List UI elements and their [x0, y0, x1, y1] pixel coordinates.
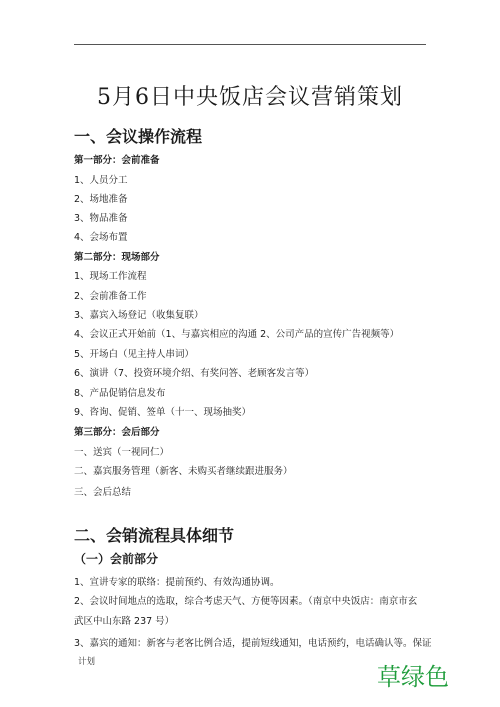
- list-item: 2、会前准备工作: [74, 291, 147, 302]
- list-item: 4、会场布置: [74, 232, 128, 243]
- list-item: 1、宣讲专家的联络：提前预约、有效沟通协调。: [74, 577, 280, 588]
- list-item: 9、咨询、促销、签单（十一、现场抽奖）: [74, 407, 252, 418]
- part3-label: 第三部分：会后部分: [74, 427, 160, 438]
- list-item: 一、送宾（一视同仁）: [74, 447, 170, 458]
- list-item: 4、会议正式开始前（1、与嘉宾相应的沟通 2、公司产品的宣传广告视频等）: [74, 329, 400, 340]
- page-footer: 计划: [78, 657, 96, 667]
- section2-heading: 二、会销流程具体细节: [74, 526, 235, 545]
- list-item: 2、会议时间地点的选取，综合考虑天气、方便等因素。（南京中央饭店：南京市玄武区中山东路 237 号）: [74, 596, 418, 627]
- list-item: 3、嘉宾入场登记（收集复联）: [74, 310, 204, 321]
- list-item: 8、产品促销信息发布: [74, 388, 166, 399]
- watermark-text: 草绿色: [377, 663, 449, 691]
- list-item: 1、现场工作流程: [74, 271, 147, 282]
- list-item: 3、嘉宾的通知：新客与老客比例合适，提前短线通知，电话预约，电话确认等。保证: [74, 638, 432, 649]
- section1-heading: 一、会议操作流程: [74, 127, 203, 146]
- top-rule: [74, 44, 426, 45]
- document-title: 5月6日中央饭店会议营销策划: [97, 85, 403, 110]
- list-item: 6、演讲（7、投资环境介绍、有奖问答、老顾客发言等）: [74, 368, 315, 379]
- list-item: 二、嘉宾服务管理（新客、未购买者继续跟进服务）: [74, 466, 293, 477]
- list-item: 5、开场白（见主持人串词）: [74, 349, 195, 360]
- part2-label: 第二部分：现场部分: [74, 252, 160, 263]
- part1-label: 第一部分：会前准备: [74, 155, 160, 166]
- list-item: 3、物品准备: [74, 213, 128, 224]
- list-item: 三、会后总结: [74, 487, 132, 498]
- list-item: 1、人员分工: [74, 175, 128, 186]
- list-item: 2、场地准备: [74, 194, 128, 205]
- subsection-label: （一）会前部分: [74, 552, 159, 566]
